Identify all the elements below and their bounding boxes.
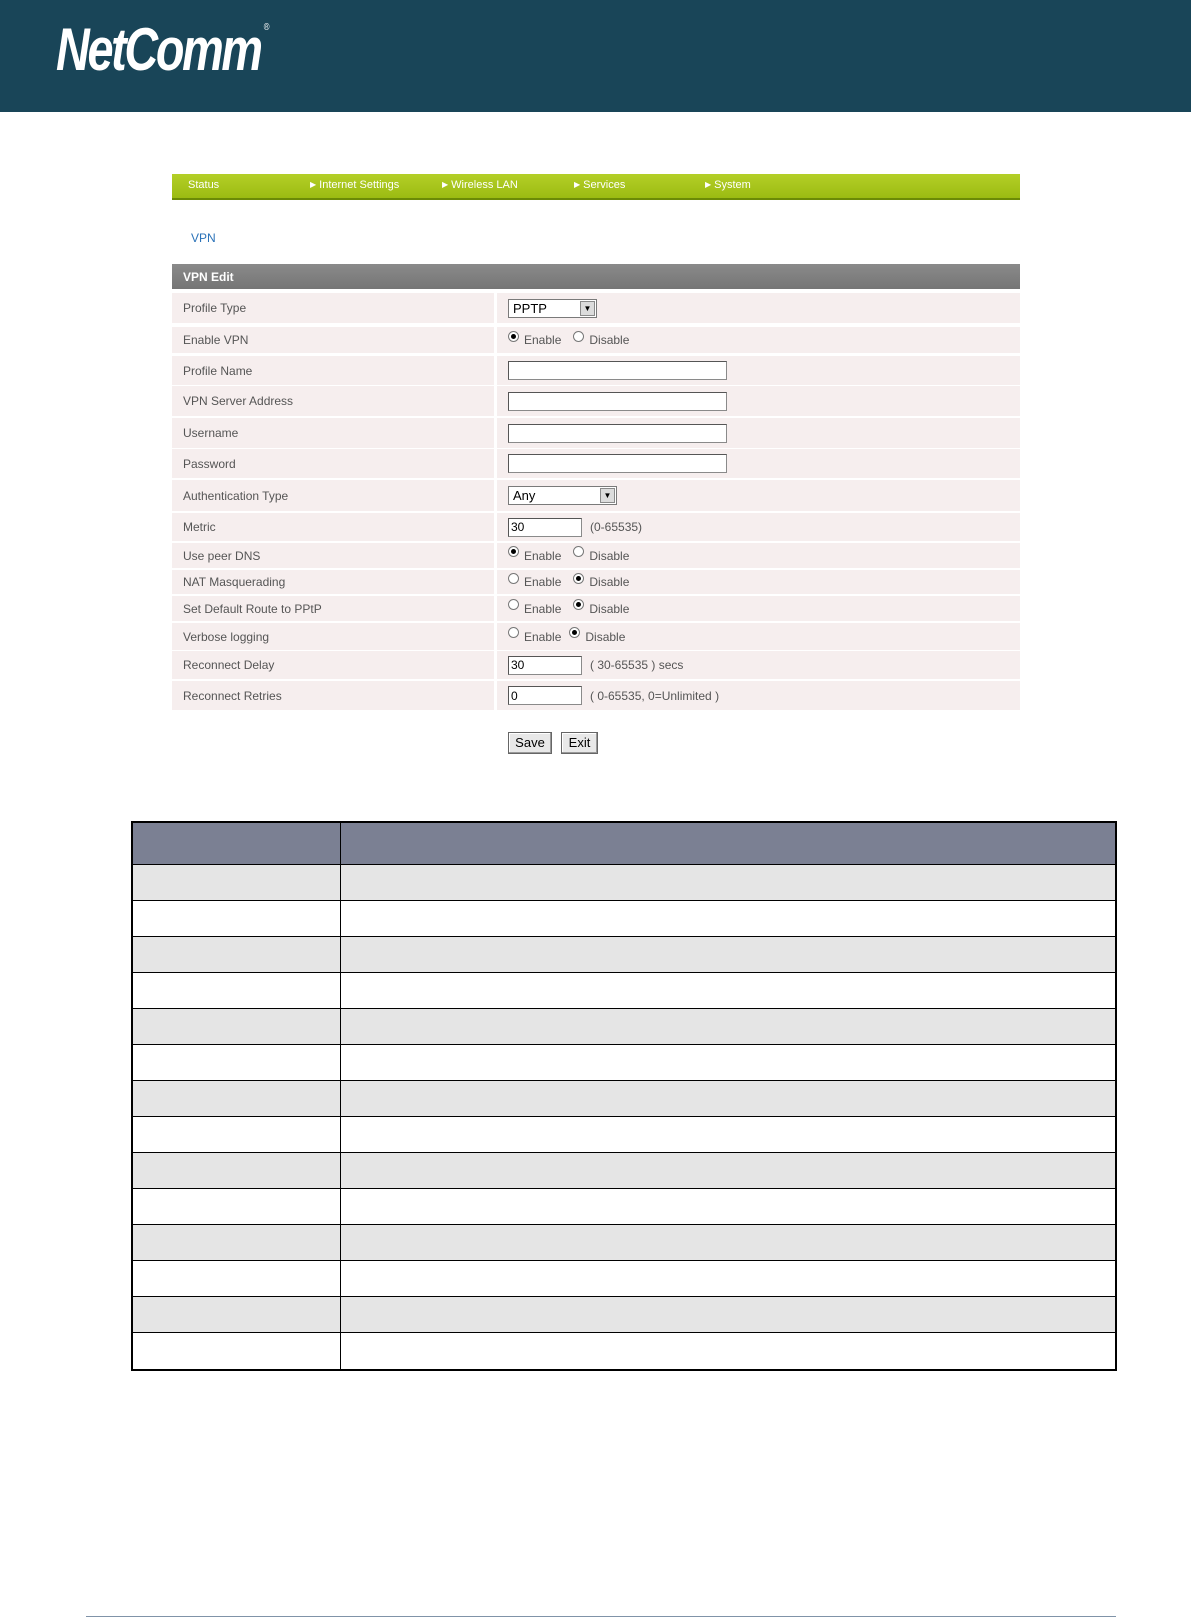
reconnect-retries-hint: ( 0-65535, 0=Unlimited ) bbox=[590, 688, 720, 703]
username-input[interactable] bbox=[508, 424, 727, 443]
table-row bbox=[133, 1009, 1115, 1045]
row-nat: NAT Masquerading Enable Disable bbox=[172, 570, 1020, 594]
row-reconnect-delay bbox=[172, 651, 1020, 679]
profile-type-label: Profile Type bbox=[172, 293, 494, 323]
peer-dns-label: Use peer DNS bbox=[172, 543, 494, 568]
table-row bbox=[133, 1117, 1115, 1153]
server-address-input[interactable] bbox=[508, 392, 727, 411]
password-input[interactable] bbox=[508, 454, 727, 473]
triangle-right-icon: ▶ bbox=[705, 180, 712, 189]
metric-input[interactable] bbox=[508, 518, 582, 537]
description-table bbox=[131, 821, 1117, 1371]
row-default-route: Set Default Route to PPtP Enable Disable bbox=[172, 596, 1020, 621]
nav-wireless-lan[interactable]: ▶ Wireless LAN bbox=[442, 179, 518, 191]
peer-dns-enable-radio[interactable] bbox=[508, 546, 519, 557]
row-peer-dns: Use peer DNS Enable Disable bbox=[172, 543, 1020, 568]
enable-vpn-enable-radio[interactable] bbox=[508, 331, 519, 342]
table-row bbox=[133, 1333, 1115, 1369]
verbose-label: Verbose logging bbox=[172, 623, 494, 650]
profile-type-select[interactable]: PPTP ▼ bbox=[508, 299, 597, 318]
row-metric bbox=[172, 513, 1020, 541]
chevron-down-icon[interactable]: ▼ bbox=[580, 301, 595, 316]
section-title: VPN Edit bbox=[172, 264, 1020, 289]
triangle-right-icon: ▶ bbox=[574, 180, 581, 189]
default-route-label: Set Default Route to PPtP bbox=[172, 596, 494, 621]
reconnect-delay-label: Reconnect Delay bbox=[172, 651, 494, 679]
table-row bbox=[133, 937, 1115, 973]
row-profile-type bbox=[172, 293, 1020, 323]
enable-vpn-label: Enable VPN bbox=[172, 327, 494, 353]
table-row bbox=[133, 1153, 1115, 1189]
nav-status[interactable]: Status bbox=[188, 179, 220, 191]
profile-name-input[interactable] bbox=[508, 361, 727, 380]
table-row bbox=[133, 1045, 1115, 1081]
table-row bbox=[133, 1081, 1115, 1117]
footer-divider bbox=[86, 1616, 1116, 1617]
verbose-enable-radio[interactable] bbox=[508, 627, 519, 638]
table-row bbox=[133, 1189, 1115, 1225]
triangle-right-icon: ▶ bbox=[442, 180, 449, 189]
row-enable-vpn: Enable VPN Enable Disable bbox=[172, 327, 1020, 353]
table-row bbox=[133, 865, 1115, 901]
chevron-down-icon[interactable]: ▼ bbox=[600, 488, 615, 503]
main-nav bbox=[172, 174, 1020, 200]
nat-label: NAT Masquerading bbox=[172, 570, 494, 594]
table-row bbox=[133, 1225, 1115, 1261]
default-route-disable-radio[interactable] bbox=[573, 599, 584, 610]
exit-button[interactable]: Exit bbox=[561, 732, 598, 754]
nav-system[interactable]: ▶ System bbox=[705, 179, 751, 191]
nav-internet-settings[interactable]: ▶ Internet Settings bbox=[310, 179, 400, 191]
auth-type-select[interactable]: Any ▼ bbox=[508, 486, 617, 505]
peer-dns-disable-radio[interactable] bbox=[573, 546, 584, 557]
netcomm-logo: NetComm ® bbox=[56, 16, 270, 83]
username-label: Username bbox=[172, 418, 494, 448]
reconnect-delay-hint: ( 30-65535 ) secs bbox=[590, 658, 684, 672]
row-username bbox=[172, 418, 1020, 448]
triangle-right-icon: ▶ bbox=[310, 180, 317, 189]
metric-label: Metric bbox=[172, 513, 494, 541]
table-row bbox=[133, 1297, 1115, 1333]
reconnect-retries-label: Reconnect Retries bbox=[172, 681, 494, 710]
nat-disable-radio[interactable] bbox=[573, 573, 584, 584]
table-row bbox=[133, 901, 1115, 937]
row-server-address bbox=[172, 386, 1020, 416]
row-profile-name bbox=[172, 356, 1020, 385]
auth-type-label: Authentication Type bbox=[172, 480, 494, 511]
table-header bbox=[133, 823, 1115, 865]
reconnect-delay-input[interactable] bbox=[508, 656, 582, 675]
row-reconnect-retries bbox=[172, 681, 1020, 710]
nat-enable-radio[interactable] bbox=[508, 573, 519, 584]
table-row bbox=[133, 1261, 1115, 1297]
enable-vpn-disable-radio[interactable] bbox=[573, 331, 584, 342]
row-auth-type bbox=[172, 480, 1020, 511]
row-password bbox=[172, 449, 1020, 478]
nav-services[interactable]: ▶ Services bbox=[574, 179, 626, 191]
metric-hint: (0-65535) bbox=[590, 520, 643, 534]
header-banner bbox=[0, 0, 1191, 112]
table-row bbox=[133, 973, 1115, 1009]
profile-name-label: Profile Name bbox=[172, 356, 494, 385]
password-label: Password bbox=[172, 449, 494, 478]
row-verbose: Verbose logging Enable Disable bbox=[172, 623, 1020, 650]
save-button[interactable]: Save bbox=[508, 732, 552, 754]
breadcrumb-vpn[interactable]: VPN bbox=[191, 231, 216, 245]
reconnect-retries-input[interactable] bbox=[508, 686, 582, 705]
verbose-disable-radio[interactable] bbox=[569, 627, 580, 638]
default-route-enable-radio[interactable] bbox=[508, 599, 519, 610]
server-address-label: VPN Server Address bbox=[172, 386, 494, 416]
